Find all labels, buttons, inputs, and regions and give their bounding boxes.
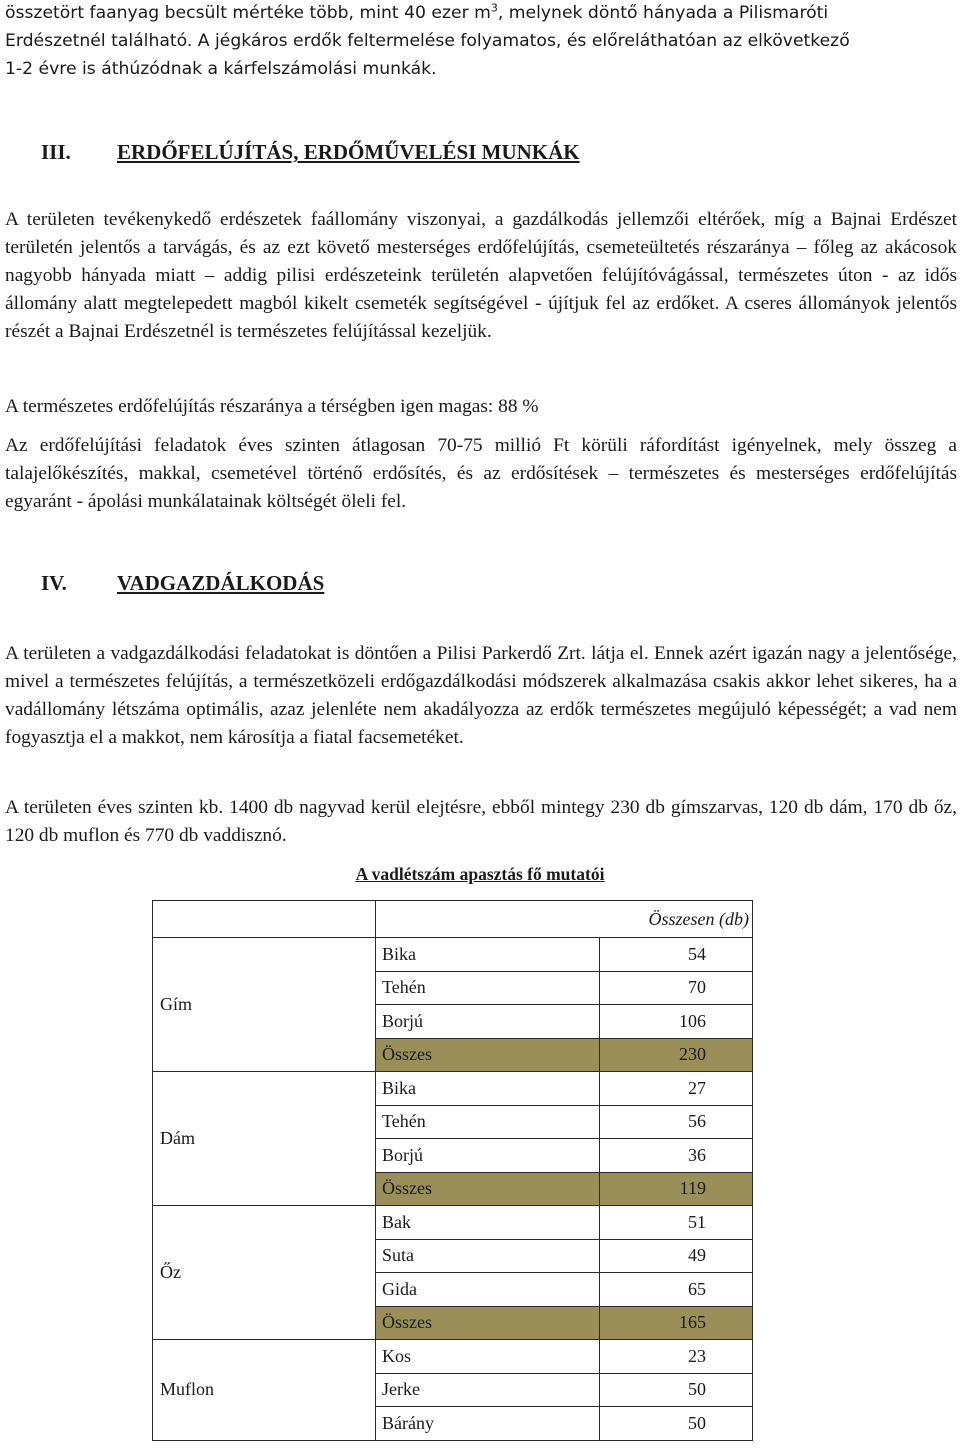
category-cell: Összes [376, 1038, 600, 1072]
table-row [153, 1072, 753, 1106]
count-cell: 165 [600, 1306, 753, 1340]
category-cell: Gida [376, 1273, 600, 1307]
intro-line-2: Erdészetnél található. A jégkáros erdők feltermelése folyamatos, és előreláthatóan az elkövetkező [5, 31, 850, 51]
table-row [153, 938, 753, 972]
section-3-paragraph-2: A természetes erdőfelújítás részaránya a térségben igen magas: 88 % [5, 396, 539, 417]
count-cell: 54 [600, 938, 753, 972]
category-cell: Bika [376, 1072, 600, 1106]
superscript-3: 3 [490, 1, 498, 15]
count-cell: 70 [600, 971, 753, 1005]
count-cell: 230 [600, 1038, 753, 1072]
category-cell: Bika [376, 938, 600, 972]
count-cell: 51 [600, 1206, 753, 1240]
count-cell: 23 [600, 1340, 753, 1374]
category-cell: Összes [376, 1172, 600, 1206]
intro-line-1: összetört faanyag becsült mértéke több, mint 40 ezer $m^3$, melynek döntő hányada a Pilismaróti [5, 1, 829, 23]
section-3-title: ERDŐFELÚJÍTÁS, ERDŐMŰVELÉSI MUNKÁK [117, 140, 580, 164]
table-header-row [153, 901, 753, 938]
table-caption: A vadlétszám apasztás fő mutatói [355, 864, 605, 884]
count-cell: 65 [600, 1273, 753, 1307]
section-3-paragraph-3: Az erdőfelújítási feladatok éves szinten átlagosan 70-75 millió Ft körüli ráfordítást igényelnek, mely összeg a talajelőkészítés, makkal, csemetével történő erdősítés, és az erdősítések – természetes és mesterséges erdőfelújítás egyaránt - ápolási munkálatainak költségét öleli fel. [5, 435, 957, 512]
category-cell: Tehén [376, 1105, 600, 1139]
section-4-number: IV. [41, 571, 67, 595]
section-4-paragraph-2: A területen éves szinten kb. 1400 db nagyvad kerül elejtésre, ebből mintegy 230 db gímszarvas, 120 db dám, 170 db őz, 120 db muflon és 770 db vaddisznó. [5, 797, 957, 846]
section-4-title: VADGAZDÁLKODÁS [117, 571, 325, 595]
table-row [153, 1340, 753, 1374]
count-cell: 56 [600, 1105, 753, 1139]
count-cell: 119 [600, 1172, 753, 1206]
section-4-paragraph-1: A területen a vadgazdálkodási feladatokat is döntően a Pilisi Parkerdő Zrt. látja el. Ennek azért igazán nagy a jelentősége, mivel a természetes felújítás, a természetközeli erdőgazdálkodási módszerek alkalmazása csakis akkor lehet sikeres, ha a vadállomány létszáma optimális, azaz jelenléte nem akadályozza az erdők természetes megújuló képességét; a vad nem fogyasztja el a makkot, nem károsítja a fiatal facsemetéket. [5, 643, 957, 748]
species-cell: Muflon [153, 1340, 376, 1441]
species-cell: Őz [153, 1206, 376, 1340]
category-cell: Bak [376, 1206, 600, 1240]
category-cell: Suta [376, 1239, 600, 1273]
section-4-heading [41, 569, 324, 597]
category-cell: Tehén [376, 971, 600, 1005]
intro-line-3: 1-2 évre is áthúzódnak a kárfelszámolási munkák. [5, 59, 437, 79]
header-empty-cell [153, 901, 376, 938]
table-row [153, 1206, 753, 1240]
category-cell: Borjú [376, 1005, 600, 1039]
section-3-paragraph-1: A területen tevékenykedő erdészetek faállomány viszonyai, a gazdálkodás jellemzői eltérőek, míg a Bajnai Erdészet területén jelentős a tarvágás, és az ezt követő mesterséges erdőfelújítás, csemeteültetés részaránya – főleg az akácosok nagyobb hányada miatt – addig pilisi erdészeteink területén alapvetően felújítóvágással, természetes úton - az idős állomány alatt megtelepedett magból kikelt csemeték segítségével - újítjuk fel az erdőket. A cseres állományok jelentős részét a Bajnai Erdészetnél is természetes felújítással kezeljük. [5, 209, 957, 342]
section-3-heading [41, 138, 580, 166]
category-cell: Bárány [376, 1407, 600, 1441]
culling-table [152, 900, 753, 1441]
count-cell: 49 [600, 1239, 753, 1273]
count-cell: 50 [600, 1373, 753, 1407]
category-cell: Összes [376, 1306, 600, 1340]
category-cell: Jerke [376, 1373, 600, 1407]
category-cell: Kos [376, 1340, 600, 1374]
category-cell: Borjú [376, 1139, 600, 1173]
species-cell: Dám [153, 1072, 376, 1206]
section-3-number: III. [41, 140, 71, 164]
count-cell: 50 [600, 1407, 753, 1441]
count-cell: 27 [600, 1072, 753, 1106]
count-cell: 106 [600, 1005, 753, 1039]
count-cell: 36 [600, 1139, 753, 1173]
species-cell: Gím [153, 938, 376, 1072]
header-total-label: Összesen (db) [376, 901, 753, 938]
